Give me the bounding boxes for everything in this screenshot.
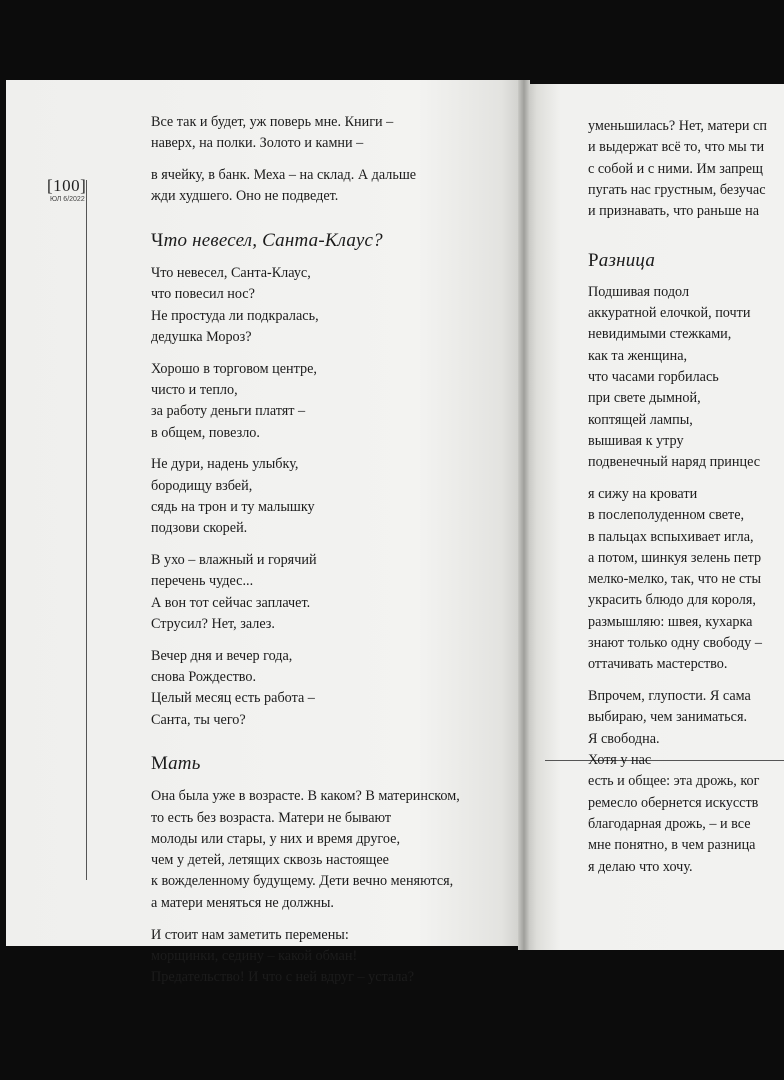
verse-line: Струсил? Нет, залез. [151, 615, 275, 632]
verse-line: Не дури, надень улыбку, [151, 456, 299, 473]
intro-stanza [151, 165, 516, 208]
verse-line: размышляю: швея, кухарка [588, 613, 753, 630]
stanza [151, 550, 516, 635]
verse-line: молоды или стары, у них и время другое, [151, 830, 400, 847]
verse-line: и выдержат всё то, что мы ти [588, 139, 765, 156]
verse-line: Все так и будет, уж поверь мне. Книги – [151, 114, 394, 130]
verse-line: в пальцах вспыхивает игла, [588, 528, 754, 545]
verse-line: аккуратной елочкой, почти [588, 305, 751, 322]
verse-line: Целый месяц есть работа – [151, 690, 315, 707]
verse-line: в ячейку, в банк. Меха – на склад. А дальше [151, 167, 417, 184]
stanza [588, 484, 784, 676]
verse-line: Хорошо в торговом центре, [151, 360, 317, 377]
verse-line: уменьшилась? Нет, матери сп [588, 118, 767, 134]
verse-line: И стоит нам заметить перемены: [151, 926, 349, 943]
verse-line: знают только одну свободу – [588, 635, 762, 652]
verse-line: Подшивая подол [588, 283, 690, 300]
verse-line: есть и общее: эта дрожь, ког [588, 773, 760, 790]
verse-line: Не простуда ли подкралась, [151, 307, 319, 324]
verse-line: снова Рождество. [151, 669, 257, 686]
verse-line: а матери меняться не должны. [151, 894, 334, 911]
verse-line: а потом, шинкуя зелень петр [588, 549, 762, 566]
verse-line: в послеполуденном свете, [588, 507, 745, 524]
poem-mother [151, 786, 516, 988]
verse-line: Что невесел, Санта-Клаус, [151, 264, 311, 281]
stanza [151, 454, 516, 539]
intro-stanza [588, 116, 784, 222]
verse-line: невидимыми стежками, [588, 326, 732, 343]
stanza [151, 786, 516, 914]
verse-line: Я свободна. [588, 730, 660, 747]
verse-line: В ухо – влажный и горячий [151, 552, 317, 569]
verse-line: Вечер дня и вечер года, [151, 647, 293, 664]
poem-title: Мать [151, 752, 201, 774]
stanza [151, 263, 516, 348]
verse-line: Она была уже в возрасте. В каком? В материнском, [151, 788, 460, 805]
verse-line: сядь на трон и ту малышку [151, 498, 315, 515]
verse-line: пугать нас грустным, безучас [588, 181, 766, 198]
stanza [151, 925, 516, 989]
verse-line: я сижу на кровати [588, 485, 698, 502]
verse-line: я делаю что хочу. [588, 858, 693, 875]
verse-line: жди худшего. Оно не подведет. [151, 188, 339, 205]
verse-line: мне понятно, в чем разница [588, 837, 756, 854]
verse-line: к вожделенному будущему. Дети вечно меняются, [151, 873, 454, 890]
verse-line: с собой и с ними. Им запрещ [588, 160, 763, 177]
verse-line: выбираю, чем заниматься. [588, 709, 748, 726]
verse-line: то есть без возраста. Матери не бывают [151, 809, 392, 826]
verse-line: за работу деньги платят – [151, 403, 306, 420]
poem-difference [588, 282, 784, 878]
stanza [588, 282, 784, 474]
verse-line: А вон тот сейчас заплачет. [151, 594, 311, 611]
verse-line: подвенечный наряд принцес [588, 454, 761, 471]
page-number: [100] [47, 176, 87, 195]
intro-stanza [151, 112, 516, 155]
book-gutter [518, 80, 530, 950]
verse-line: Санта, ты чего? [151, 711, 246, 728]
verse-line: благодарная дрожь, – и все [588, 815, 751, 832]
verse-line: что часами горбилась [588, 368, 719, 385]
verse-line: чем у детей, летящих сквозь настоящее [151, 852, 389, 869]
stanza [151, 646, 516, 731]
stanza [151, 359, 516, 444]
verse-line: в общем, повезло. [151, 424, 260, 441]
verse-line: и признавать, что раньше на [588, 203, 760, 220]
margin-rule [86, 180, 87, 880]
verse-line: мелко-мелко, так, что не сты [588, 571, 761, 588]
verse-line: при свете дымной, [588, 390, 701, 407]
poem-title: Что невесел, Санта-Клаус? [151, 229, 383, 251]
verse-line: бородищу взбей, [151, 477, 253, 494]
verse-line: перечень чудес... [151, 573, 254, 590]
stanza [588, 686, 784, 878]
verse-line: подзови скорей. [151, 520, 248, 537]
issue-label: ЮЛ 6/2022 [50, 196, 85, 203]
verse-line: вышивая к утру [588, 432, 684, 449]
verse-line: Хотя у нас [588, 752, 652, 769]
verse-line: Впрочем, глупости. Я сама [588, 688, 751, 705]
verse-line: наверх, на полки. Золото и камни – [151, 135, 364, 152]
verse-line: оттачивать мастерство. [588, 656, 728, 673]
verse-line: коптящей лампы, [588, 411, 693, 428]
right-column [588, 116, 784, 888]
left-column [151, 112, 516, 999]
poem-santa [151, 263, 516, 731]
verse-line: чисто и тепло, [151, 381, 238, 398]
verse-line: дедушка Мороз? [151, 328, 252, 345]
verse-line: морщинки, седину – какой обман! [151, 947, 358, 964]
verse-line: украсить блюдо для короля, [588, 592, 756, 609]
verse-line: что повесил нос? [151, 286, 255, 303]
poem-title: Разница [588, 250, 656, 272]
verse-line: как та женщина, [588, 347, 688, 364]
verse-line: ремесло обернется искусств [588, 794, 759, 811]
verse-line: Предательство! И что с ней вдруг – устала? [151, 969, 414, 986]
